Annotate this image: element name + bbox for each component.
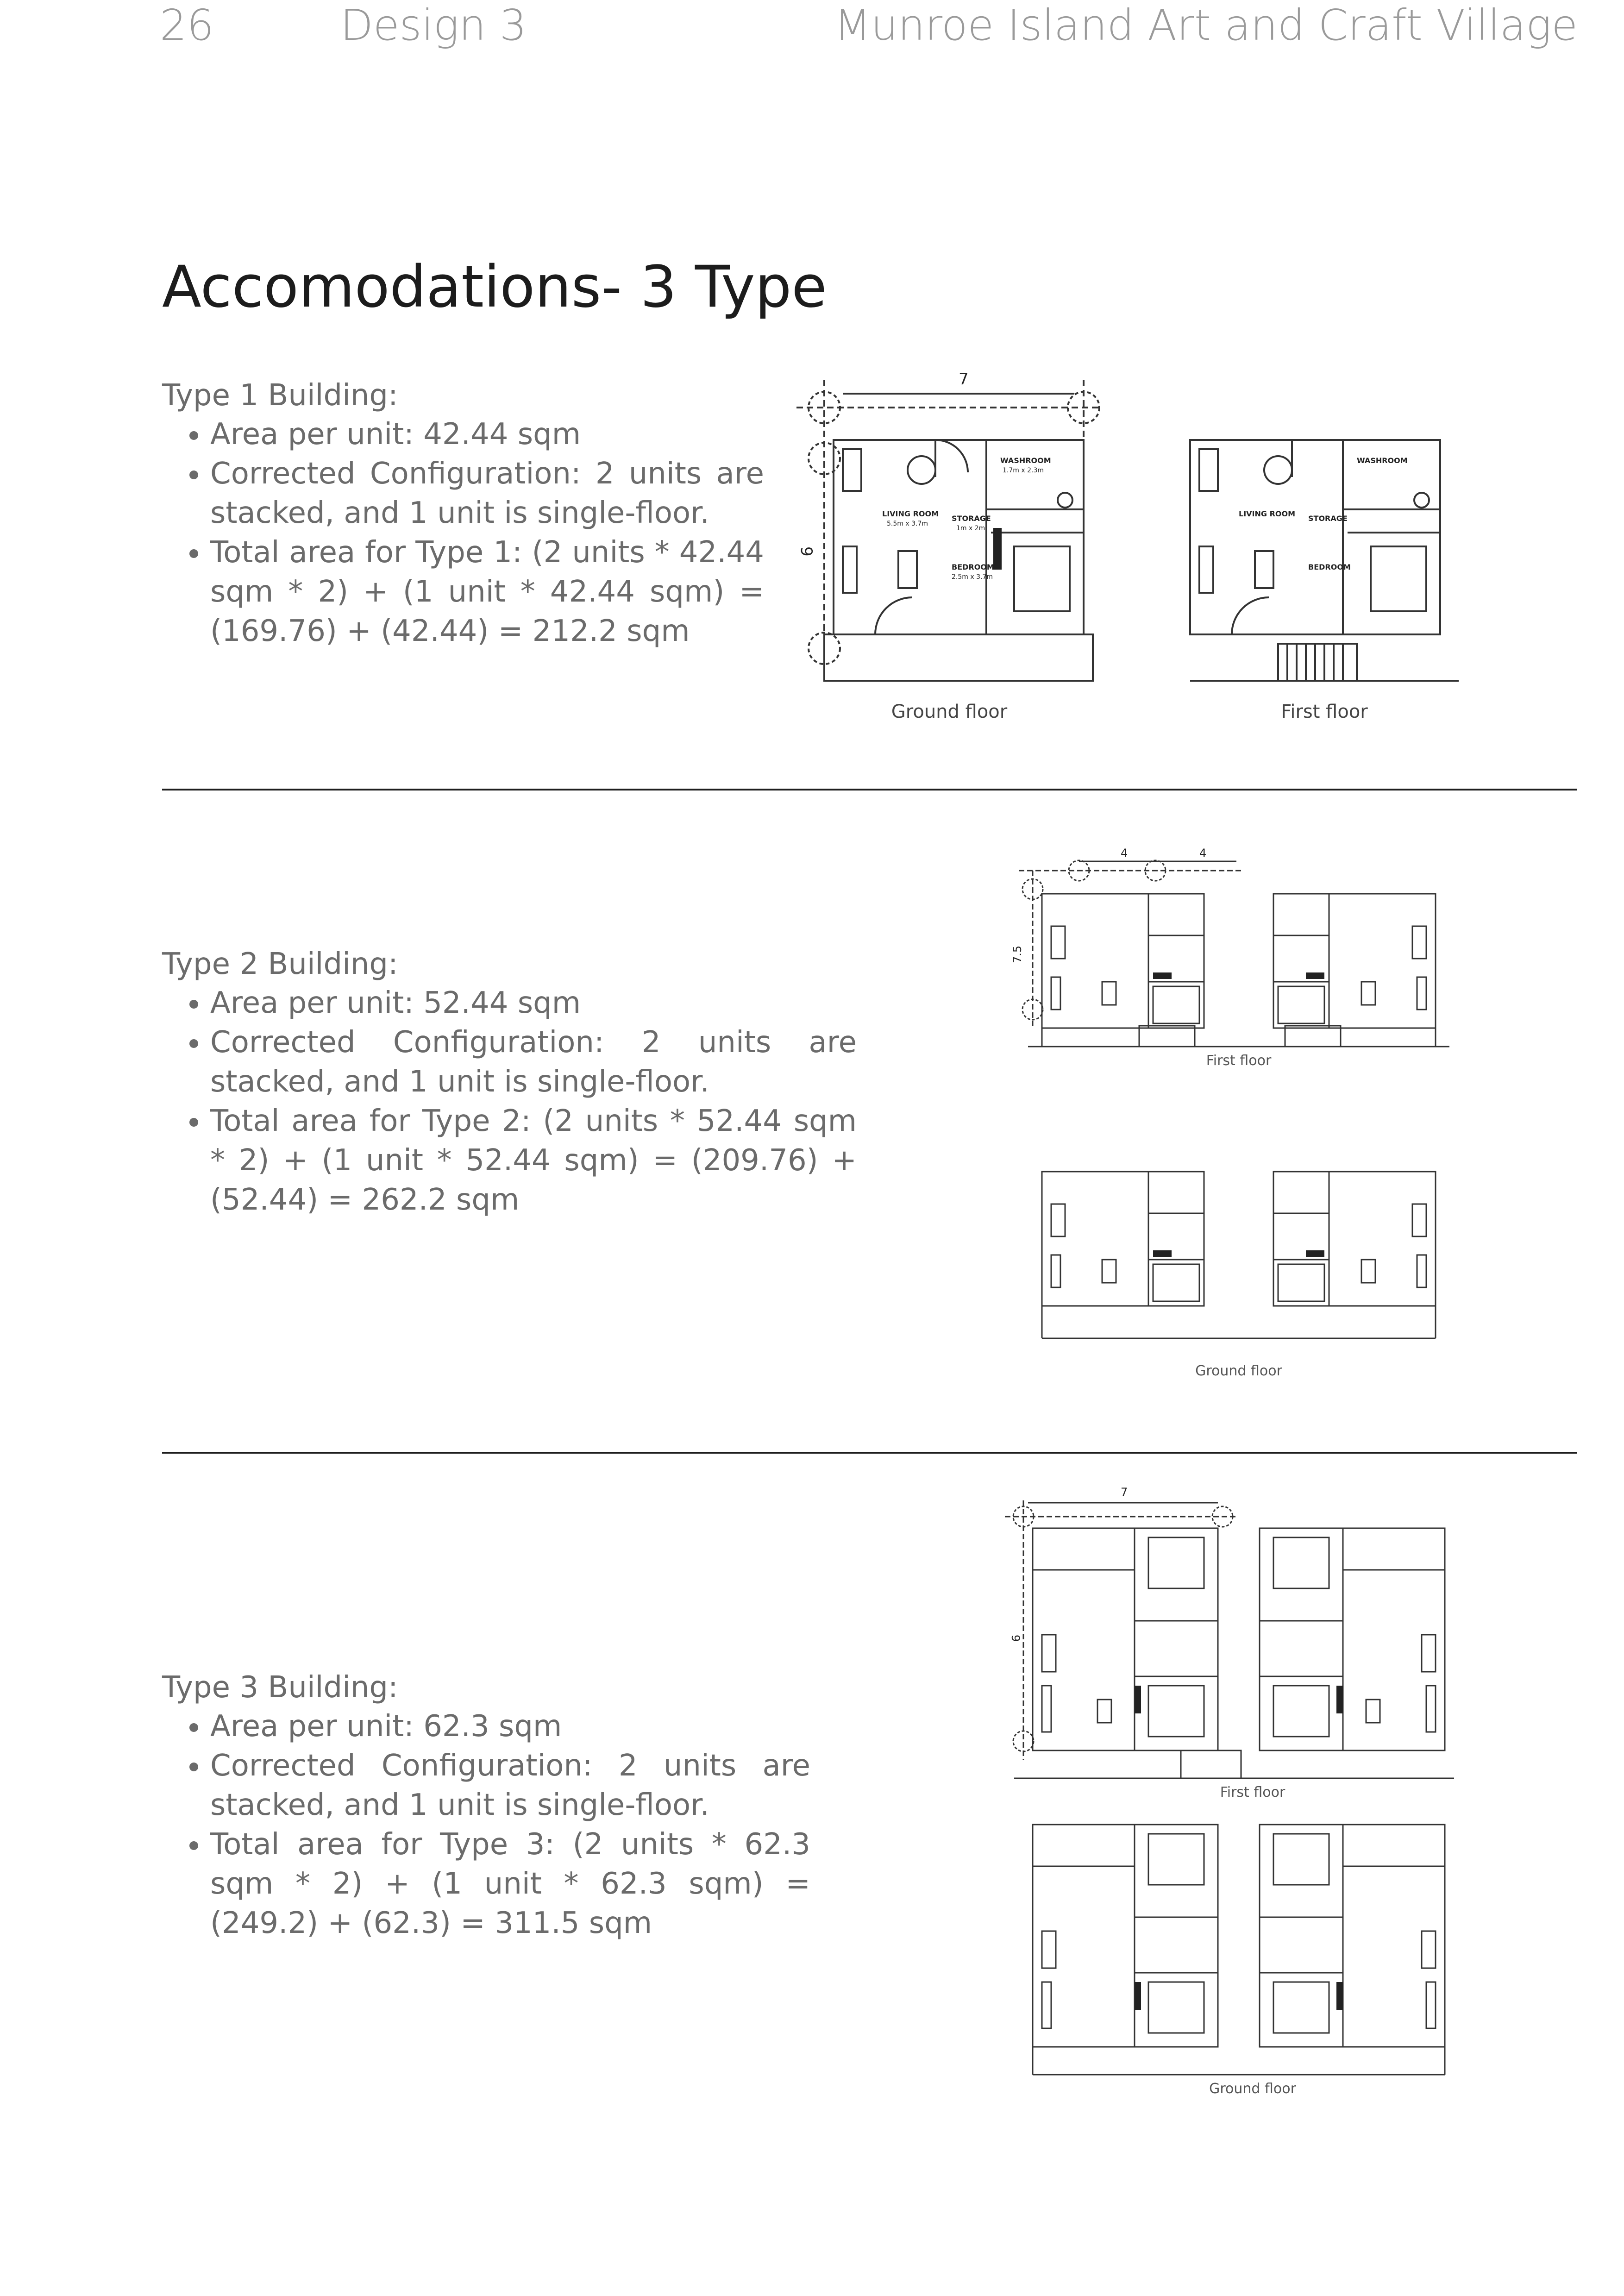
type2-description (162, 945, 857, 1220)
section-divider (162, 1452, 1577, 1454)
type1-ground-floor-caption: Ground floor (891, 701, 1008, 722)
bedroom-label: BEDROOM (1308, 563, 1351, 571)
page-number: 26 (160, 0, 214, 50)
list-item: • Corrected Configuration: 2 units are stacked, and 1 unit is single-floor. (210, 454, 764, 533)
type3-first-floor-caption: First floor (1220, 1784, 1285, 1800)
type1-dim-height: 9 (797, 546, 815, 557)
living-room-size: 5.5m x 3.7m (887, 520, 928, 527)
storage-label: STORAGE (952, 514, 991, 523)
type2-heading: Type 2 Building: (162, 947, 398, 981)
type2-points (162, 984, 857, 1220)
project-name: Munroe Island Art and Craft Village (834, 0, 1578, 50)
list-item: • Total area for Type 2: (2 units * 52.44 sqm * 2) + (1 unit * 52.44 sqm) = (209.76) + (52.44) = 262.2 sqm (210, 1102, 857, 1220)
type1-first-floor-caption: First floor (1281, 701, 1368, 722)
type3-points (162, 1707, 810, 1943)
bedroom-size: 2.5m x 3.7m (952, 573, 993, 581)
living-room-label: LIVING ROOM (1239, 509, 1296, 518)
type3-dim-width: 7 (1121, 1486, 1128, 1499)
type1-floor-plan (796, 370, 1491, 736)
list-item: • Total area for Type 3: (2 units * 62.3 sqm * 2) + (1 unit * 62.3 sqm) = (249.2) + (62.3) = 311.5 sqm (210, 1825, 810, 1943)
type3-dim-height: 9 (1009, 1635, 1022, 1642)
type3-description (162, 1668, 810, 1943)
washroom-label: WASHROOM (1357, 456, 1408, 465)
type1-heading: Type 1 Building: (162, 378, 398, 413)
type2-floor-plan (1011, 843, 1459, 1385)
washroom-size: 1.7m x 2.3m (1003, 467, 1044, 474)
storage-size: 1m x 2m (956, 525, 985, 532)
list-item: • Corrected Configuration: 2 units are stacked, and 1 unit is single-floor. (210, 1023, 857, 1102)
section-divider (162, 789, 1577, 790)
page-title: Accomodations- 3 Type (162, 254, 827, 320)
type1-points (162, 415, 764, 651)
type1-description (162, 376, 764, 651)
type2-first-floor-caption: First floor (1206, 1053, 1272, 1069)
list-item: • Area per unit: 62.3 sqm (210, 1707, 810, 1746)
type3-ground-floor-caption: Ground floor (1209, 2081, 1296, 2097)
list-item: • Corrected Configuration: 2 units are stacked, and 1 unit is single-floor. (210, 1746, 810, 1825)
type3-heading: Type 3 Building: (162, 1670, 398, 1705)
type3-floor-plan (996, 1482, 1459, 2098)
list-item: • Area per unit: 52.44 sqm (210, 984, 857, 1023)
bedroom-label: BEDROOM (952, 563, 994, 571)
type2-dim-height: 7.5 (1011, 945, 1024, 963)
living-room-label: LIVING ROOM (882, 509, 939, 518)
list-item: • Area per unit: 42.44 sqm (210, 415, 764, 454)
type2-dim-b: 4 (1199, 847, 1207, 859)
type1-dim-width: 7 (959, 370, 969, 389)
storage-label: STORAGE (1308, 514, 1348, 523)
list-item: • Total area for Type 1: (2 units * 42.44 sqm * 2) + (1 unit * 42.44 sqm) = (169.76) + (42.44) = 212.2 sqm (210, 533, 764, 651)
section-name: Design 3 (340, 0, 527, 50)
washroom-label: WASHROOM (1000, 456, 1051, 465)
type2-ground-floor-caption: Ground floor (1195, 1363, 1282, 1379)
type2-dim-a: 4 (1121, 847, 1128, 859)
